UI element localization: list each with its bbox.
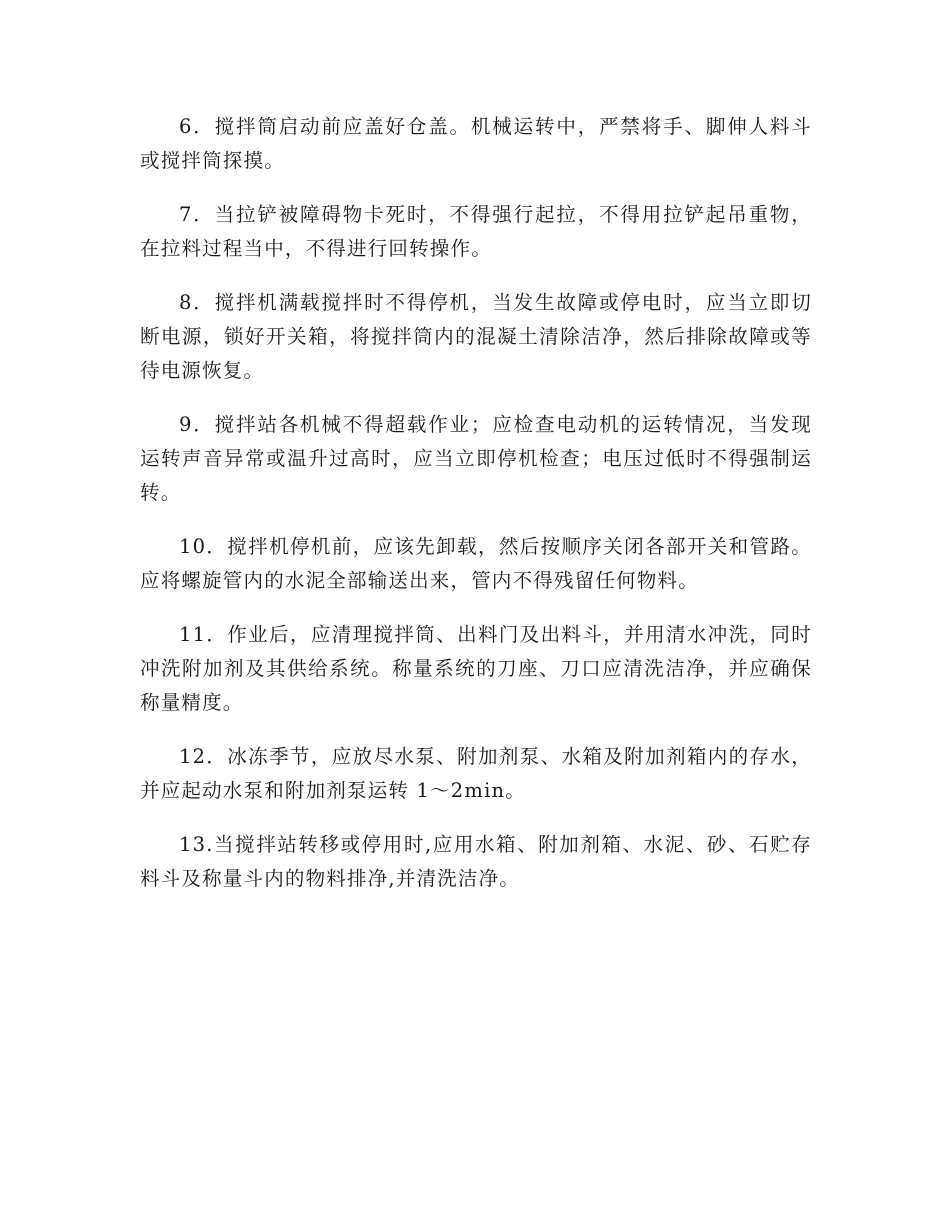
- paragraph-13: [140, 828, 812, 896]
- paragraph-11: [140, 618, 812, 720]
- paragraph-text: 冰冻季节，应放尽水泵、附加剂泵、水箱及附加剂箱内的存水，并应起动水泵和附加剂泵运转 1～2min。: [140, 745, 812, 802]
- paragraph-12: [140, 740, 812, 808]
- paragraph-number: 9．: [179, 413, 215, 436]
- paragraph-text: 搅拌机停机前，应该先卸载，然后按顺序关闭各部开关和管路。应将螺旋管内的水泥全部输送出来，管内不得残留任何物料。: [140, 535, 812, 592]
- paragraph-number: 10．: [179, 535, 228, 558]
- paragraph-number: 8．: [179, 291, 215, 314]
- paragraph-number: 6．: [179, 115, 215, 138]
- paragraph-number: 11．: [179, 623, 228, 646]
- document-body: [140, 110, 812, 916]
- paragraph-number: 7．: [179, 203, 215, 226]
- paragraph-text: 当搅拌站转移或停用时,应用水箱、附加剂箱、水泥、砂、石贮存料斗及称量斗内的物料排净,并清洗洁净。: [140, 833, 812, 890]
- paragraph-10: [140, 530, 812, 598]
- paragraph-number: 13.: [179, 833, 214, 856]
- paragraph-6: [140, 110, 812, 178]
- paragraph-text: 搅拌筒启动前应盖好仓盖。机械运转中，严禁将手、脚伸人料斗或搅拌筒探摸。: [140, 115, 812, 172]
- paragraph-number: 12．: [179, 745, 228, 768]
- paragraph-text: 搅拌站各机械不得超载作业；应检查电动机的运转情况，当发现运转声音异常或温升过高时，应当立即停机检查；电压过低时不得强制运转。: [140, 413, 812, 504]
- paragraph-text: 搅拌机满载搅拌时不得停机，当发生故障或停电时，应当立即切断电源，锁好开关箱，将搅拌筒内的混凝土清除洁净，然后排除故障或等待电源恢复。: [140, 291, 812, 382]
- paragraph-7: [140, 198, 812, 266]
- paragraph-9: [140, 408, 812, 510]
- paragraph-text: 作业后，应清理搅拌筒、出料门及出料斗，并用清水冲洗，同时冲洗附加剂及其供给系统。称量系统的刀座、刀口应清洗洁净，并应确保称量精度。: [140, 623, 812, 714]
- paragraph-8: [140, 286, 812, 388]
- paragraph-text: 当拉铲被障碍物卡死时，不得强行起拉，不得用拉铲起吊重物，在拉料过程当中，不得进行回转操作。: [140, 203, 812, 260]
